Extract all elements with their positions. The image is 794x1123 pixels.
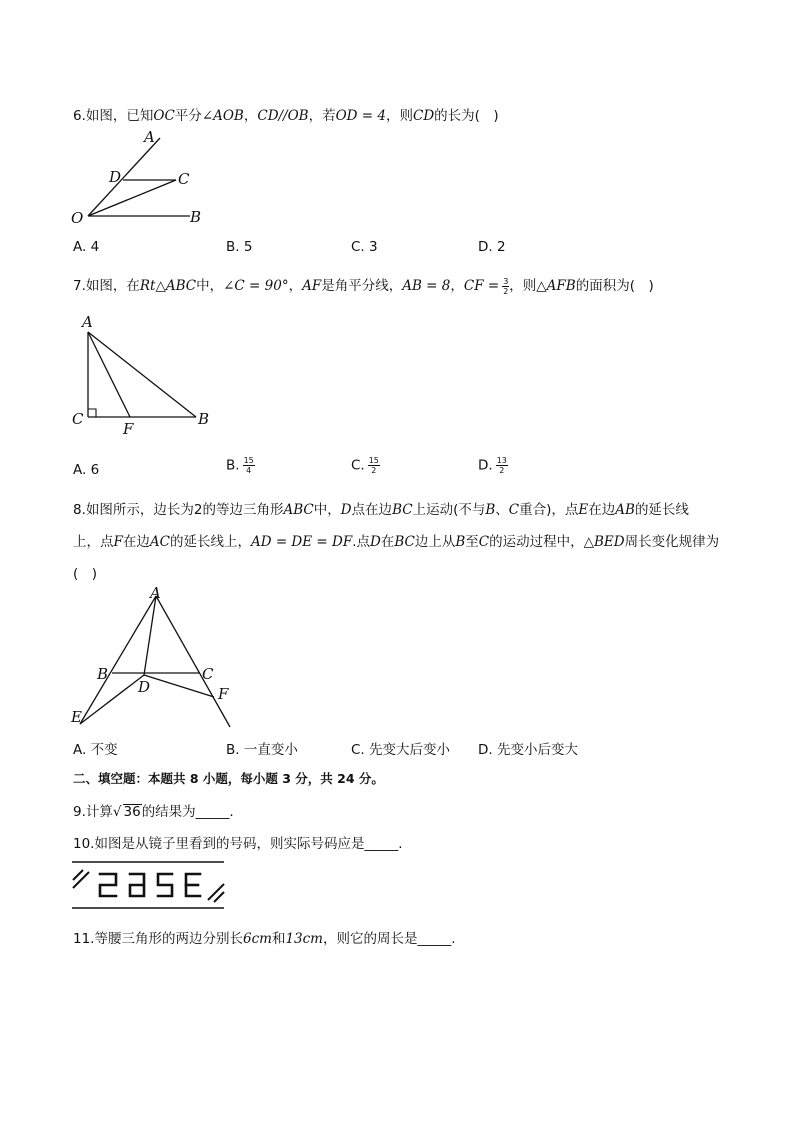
q7-option-c[interactable]: C. $\frac{15}{2}$ bbox=[351, 456, 379, 475]
q7-label-b: B bbox=[198, 410, 210, 428]
q8-label-f: F bbox=[218, 685, 229, 703]
q6-label-o: O bbox=[71, 209, 84, 227]
sqrt-symbol: √ bbox=[112, 804, 122, 820]
q8-stem-line2: 上，点F在边AC的延长线上，AD = DE = DF.点D在BC边上从B至C的运动过程中，△BED周长变化规律为 bbox=[73, 534, 720, 550]
q9-stem: 9.计算√ 36的结果为_____. bbox=[73, 804, 234, 820]
q7-figure bbox=[68, 312, 228, 437]
q8-option-c[interactable]: C. 先变大后变小 bbox=[351, 742, 451, 758]
q6-option-b[interactable]: B. 5 bbox=[226, 239, 253, 255]
q7-label-a: A bbox=[82, 313, 93, 331]
q6-stem: 6.如图，已知OC平分∠AOB，CD//OB，若OD = 4，则CD的长为( ) bbox=[73, 108, 499, 124]
q8-label-e: E bbox=[71, 708, 82, 726]
q7-option-b[interactable]: B. $\frac{15}{4}$ bbox=[226, 456, 254, 475]
q11-stem: 11.等腰三角形的两边分别长6cm和13cm，则它的周长是_____. bbox=[73, 931, 456, 947]
q8-figure bbox=[62, 582, 252, 732]
q6-option-d[interactable]: D. 2 bbox=[478, 239, 506, 255]
q8-label-c: C bbox=[202, 665, 214, 683]
section-2-heading: 二、填空题：本题共 8 小题，每小题 3 分，共 24 分。 bbox=[73, 771, 384, 786]
q9-radicand: 36 bbox=[123, 804, 141, 820]
q8-option-a[interactable]: A. 不变 bbox=[73, 742, 118, 758]
q6-option-c[interactable]: C. 3 bbox=[351, 239, 378, 255]
q10-stem: 10.如图是从镜子里看到的号码，则实际号码应是_____. bbox=[73, 836, 403, 852]
q7-stem: 7.如图，在Rt△ABC中，∠C = 90°，AF是角平分线，AB = 8，CF = $\frac{3}{2}$ ，则△AFB的面积为( ) bbox=[73, 276, 654, 296]
q10-mirror-code-figure bbox=[70, 860, 230, 912]
q6-option-a[interactable]: A. 4 bbox=[73, 239, 100, 255]
q8-stem-line1: 8.如图所示，边长为2的等边三角形ABC中，D点在边BC上运动(不与B、C重合)，点E在边AB的延长线 bbox=[73, 502, 689, 518]
q6-figure bbox=[60, 128, 220, 228]
q7-cf-fraction: $\frac{3}{2}$ bbox=[503, 276, 509, 296]
q6-label-d: D bbox=[109, 168, 122, 186]
q8-option-b[interactable]: B. 一直变小 bbox=[226, 742, 298, 758]
q8-label-a: A bbox=[150, 584, 161, 602]
q7-option-d[interactable]: D. $\frac{13}{2}$ bbox=[478, 456, 507, 475]
q7-label-c: C bbox=[72, 410, 84, 428]
q7-option-a[interactable]: A. 6 bbox=[73, 462, 100, 478]
q8-option-d[interactable]: D. 先变小后变大 bbox=[478, 742, 578, 758]
q8-label-b: B bbox=[97, 665, 109, 683]
q6-label-c: C bbox=[178, 170, 190, 188]
q6-label-a: A bbox=[144, 128, 155, 146]
q7-label-f: F bbox=[123, 420, 134, 438]
q8-stem-line3: ( ) bbox=[73, 566, 98, 582]
q8-label-d: D bbox=[138, 678, 151, 696]
q6-label-b: B bbox=[190, 208, 202, 226]
